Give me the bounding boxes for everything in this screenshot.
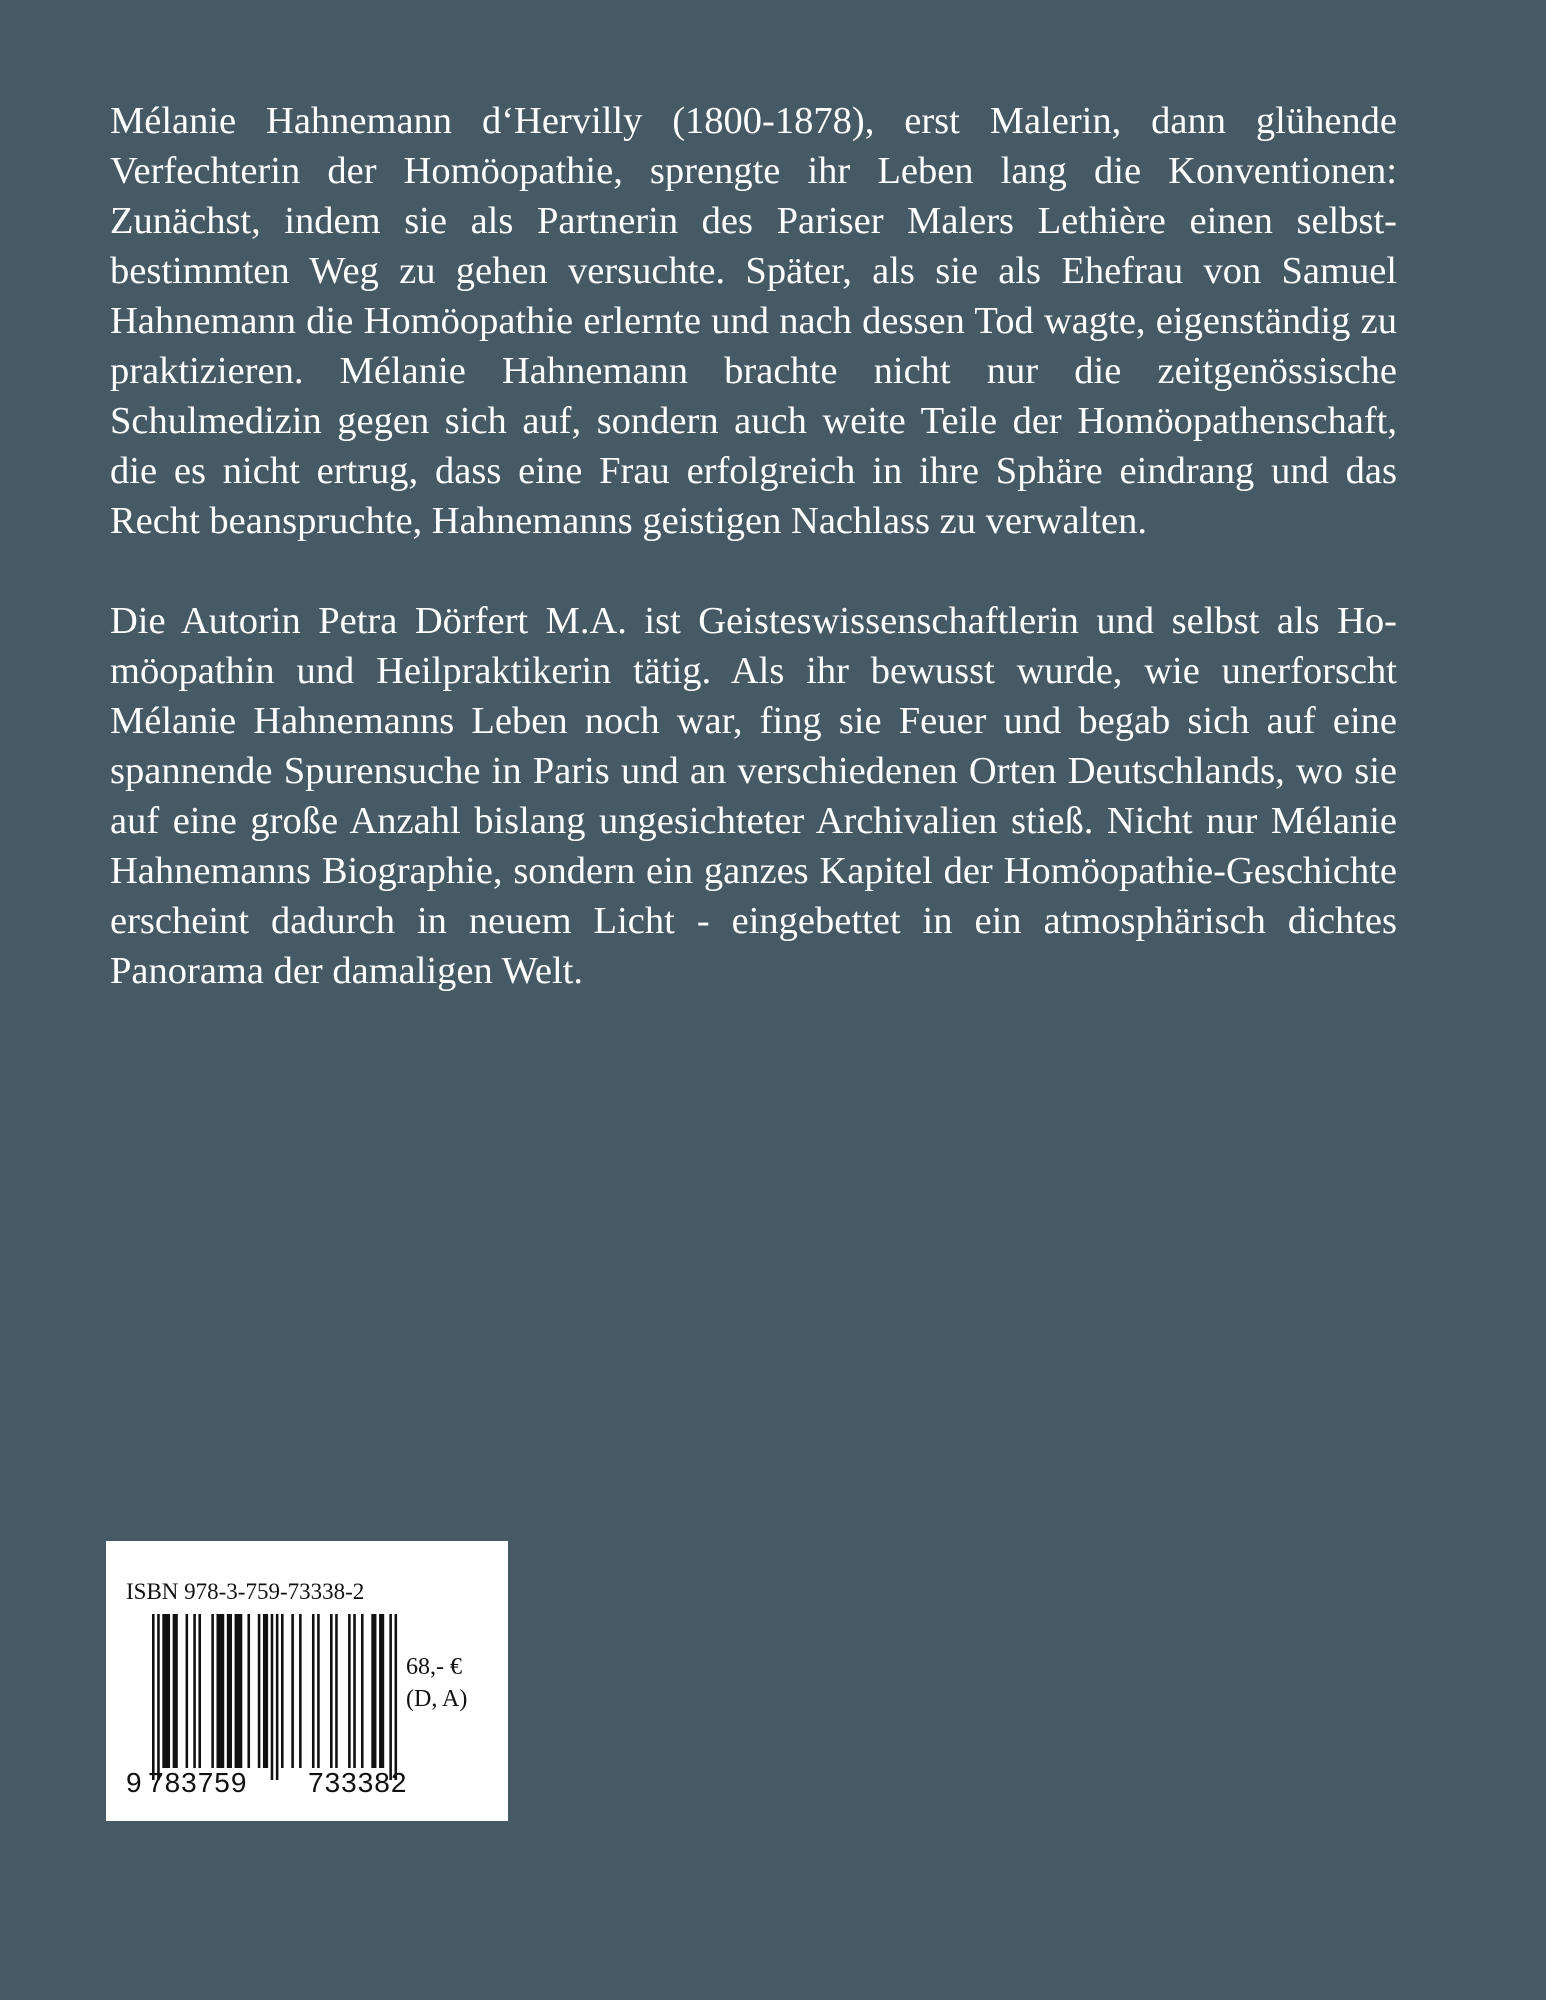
price-region: (D, A)	[406, 1686, 468, 1712]
barcode-bar	[291, 1614, 294, 1768]
barcode-bar	[193, 1614, 196, 1768]
barcode-bar	[227, 1614, 232, 1768]
price-value: 68,- €	[406, 1654, 462, 1680]
barcode-guard-bar	[152, 1614, 155, 1780]
barcode-bar	[211, 1614, 214, 1768]
back-cover-blurb	[110, 96, 1397, 996]
barcode-bar	[198, 1614, 201, 1768]
barcode-bar	[312, 1614, 315, 1768]
barcode-guard-bar	[276, 1614, 279, 1780]
barcode-bar	[186, 1614, 189, 1768]
barcode-bar	[217, 1614, 225, 1768]
price-block	[406, 1651, 467, 1715]
blurb-paragraph-author: Die Autorin Petra Dörfert M.A. ist Geisteswissenschaftlerin und selbst als Homöopathin und Heilpraktikerin tätig. Als ihr bewusst wurde, wie unerforscht Mélanie Hahnemanns Leben noch war, fing sie Feuer und begab sich auf eine spannende Spurensuche in Paris und an verschiedenen Orten Deutschlands, wo sie auf eine große Anzahl bislang ungesichteter Archivalien stieß. Nicht nur Mélanie Hahnemanns Biographie, sondern ein ganzes Kapitel der Homöopathie-Geschichte erscheint dadurch in neuem Licht - eingebettet in ein atmosphärisch dichtes Panorama der damaligen Welt.	[110, 600, 1397, 992]
barcode-bar	[258, 1614, 261, 1768]
barcode-bar	[353, 1614, 356, 1768]
barcode-bar	[281, 1614, 284, 1768]
barcode-guard-bar	[395, 1614, 398, 1780]
barcode-bar	[361, 1614, 364, 1768]
barcode-guard-bar	[271, 1614, 274, 1780]
barcode-bar	[162, 1614, 170, 1768]
barcode-digits-right: 733382	[308, 1767, 408, 1798]
barcode-guard-bar	[157, 1614, 160, 1780]
barcode-bar	[247, 1614, 250, 1768]
isbn-barcode-label	[106, 1541, 508, 1821]
isbn-number: ISBN 978-3-759-73338-2	[126, 1579, 365, 1604]
barcode-bar	[263, 1614, 268, 1768]
barcode-bar	[379, 1614, 384, 1768]
barcode-digits-left: 783759	[148, 1767, 248, 1798]
barcode-bar	[371, 1614, 376, 1768]
barcode-digit-lead: 9	[126, 1767, 143, 1798]
barcode-bar	[335, 1614, 338, 1768]
barcode-bar	[173, 1614, 178, 1768]
barcode-guard-bar	[389, 1614, 392, 1780]
blurb-paragraph-subject: Mélanie Hahnemann d‘Hervilly (1800-1878), erst Malerin, dann glühende Verfechterin der Homöopathie, sprengte ihr Leben lang die Konventionen: Zunächst, indem sie als Partnerin des Pariser Malers Lethière einen selbstbestimmten Weg zu gehen versuchte. Später, als sie als Ehefrau von Samuel Hahnemann die Homöopathie erlernte und nach dessen Tod wagte, eigenständig zu praktizieren. Mélanie Hahnemann brachte nicht nur die zeitgenössische Schulmedizin gegen sich auf, sondern auch weite Teile der Homöopathenschaft, die es nicht ertrug, dass eine Frau erfolgreich in ihre Sphäre eindrang und das Recht beanspruchte, Hahnemanns geistigen Nachlass zu verwalten.	[110, 100, 1397, 542]
barcode-bar	[235, 1614, 243, 1768]
barcode-bar	[317, 1614, 320, 1768]
barcode-bar	[299, 1614, 302, 1768]
barcode-bar	[348, 1614, 351, 1768]
barcode-bar	[330, 1614, 333, 1768]
